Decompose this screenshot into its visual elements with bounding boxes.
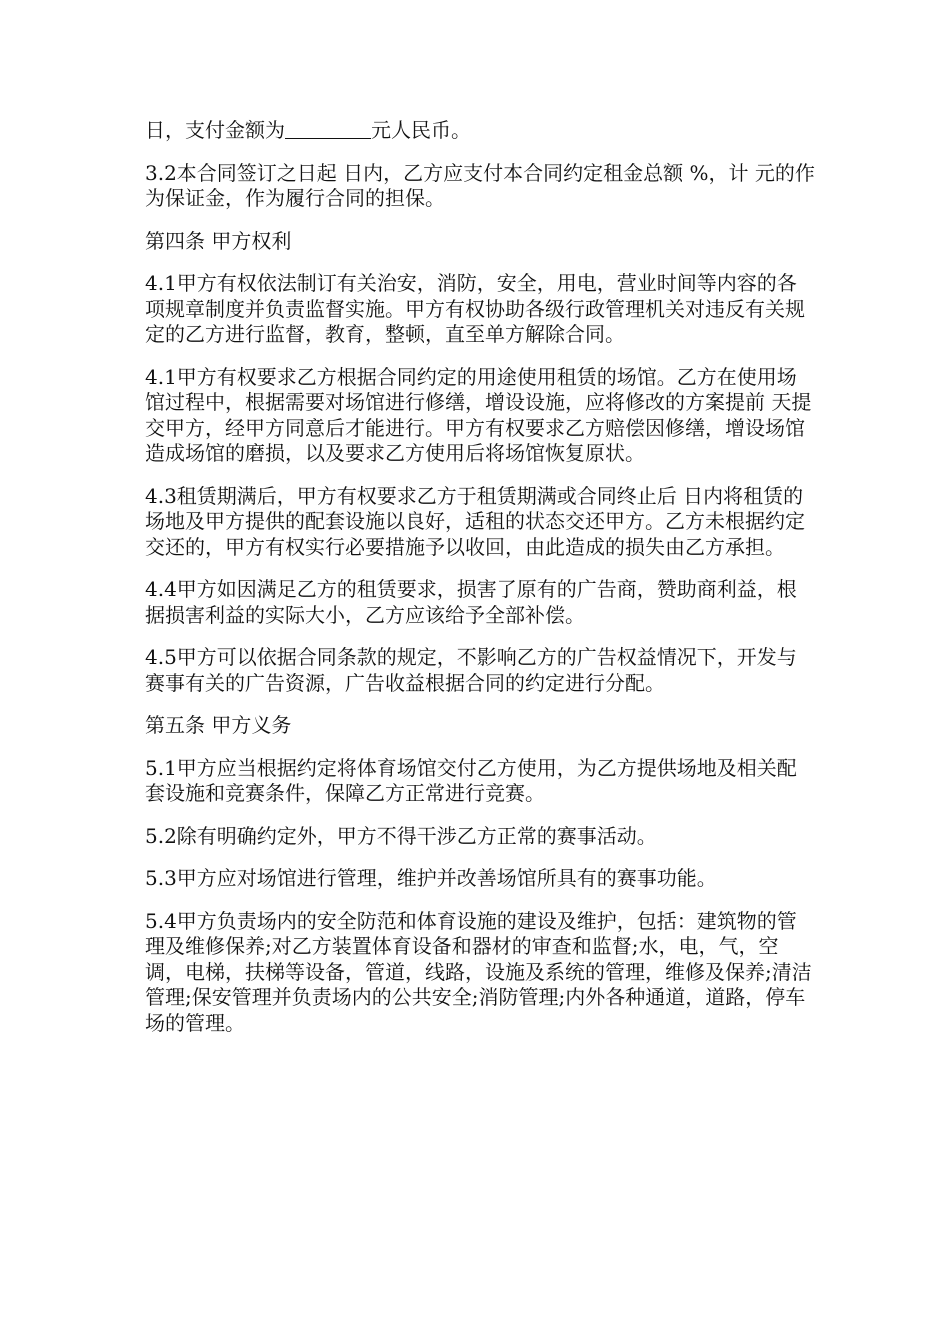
payment-amount-text-after: 元人民币。 [371,118,471,142]
amount-blank [285,120,371,139]
article-4-heading: 第四条 甲方权利 [145,228,292,253]
clause-5-4: 5.4甲方负责场内的安全防范和体育设施的建设及维护，包括：建筑物的管理及维修保养;对乙方装置体育设备和器材的审查和监督;水，电，气，空调，电梯，扶梯等设备，管道，线路，设施及系统的管理，维修及保养;清洁管理;保安管理并负责场内的公共安全;消防管理;内外各种通道，道路，停车场的管理。 [145,908,812,1035]
clause-5-2: 5.2除有明确约定外，甲方不得干涉乙方正常的赛事活动。 [145,823,657,848]
clause-4-1-rules: 4.1甲方有权依法制订有关治安，消防，安全，用电，营业时间等内容的各项规章制度并负责监督实施。甲方有权协助各级行政管理机关对违反有关规定的乙方进行监督，教育，整顿，直至单方解除合同。 [145,271,805,346]
clause-3-2: 3.2本合同签订之日起 日内，乙方应支付本合同约定租金总额 %，计 元的作为保证金，作为履行合同的担保。 [145,160,815,210]
clause-4-4: 4.4甲方如因满足乙方的租赁要求，损害了原有的广告商，赞助商利益，根据损害利益的实际大小，乙方应该给予全部补偿。 [145,577,797,627]
payment-amount-line [145,118,815,144]
clause-4-5: 4.5甲方可以依据合同条款的规定，不影响乙方的广告权益情况下，开发与赛事有关的广告资源，广告收益根据合同的约定进行分配。 [145,645,797,695]
clause-4-1-usage: 4.1甲方有权要求乙方根据合同约定的用途使用租赁的场馆。乙方在使用场馆过程中，根据需要对场馆进行修缮，增设设施，应将修改的方案提前 天提交甲方，经甲方同意后才能进行。甲方有权要求乙方赔偿因修缮，增设场馆造成场馆的磨损，以及要求乙方使用后将场馆恢复原状。 [145,364,812,465]
document-page [145,118,815,1053]
article-5-heading: 第五条 甲方义务 [145,713,292,737]
clause-5-3: 5.3甲方应对场馆进行管理，维护并改善场馆所具有的赛事功能。 [145,866,717,890]
clause-5-1: 5.1甲方应当根据约定将体育场馆交付乙方使用，为乙方提供场地及相关配套设施和竞赛条件，保障乙方正常进行竞赛。 [145,755,797,805]
payment-amount-text-before: 日，支付金额为 [145,118,285,142]
clause-4-3: 4.3租赁期满后，甲方有权要求乙方于租赁期满或合同终止后 日内将租赁的场地及甲方提供的配套设施以良好，适租的状态交还甲方。乙方未根据约定交还的，甲方有权实行必要措施予以收回，由此造成的损失由乙方承担。 [145,483,805,559]
